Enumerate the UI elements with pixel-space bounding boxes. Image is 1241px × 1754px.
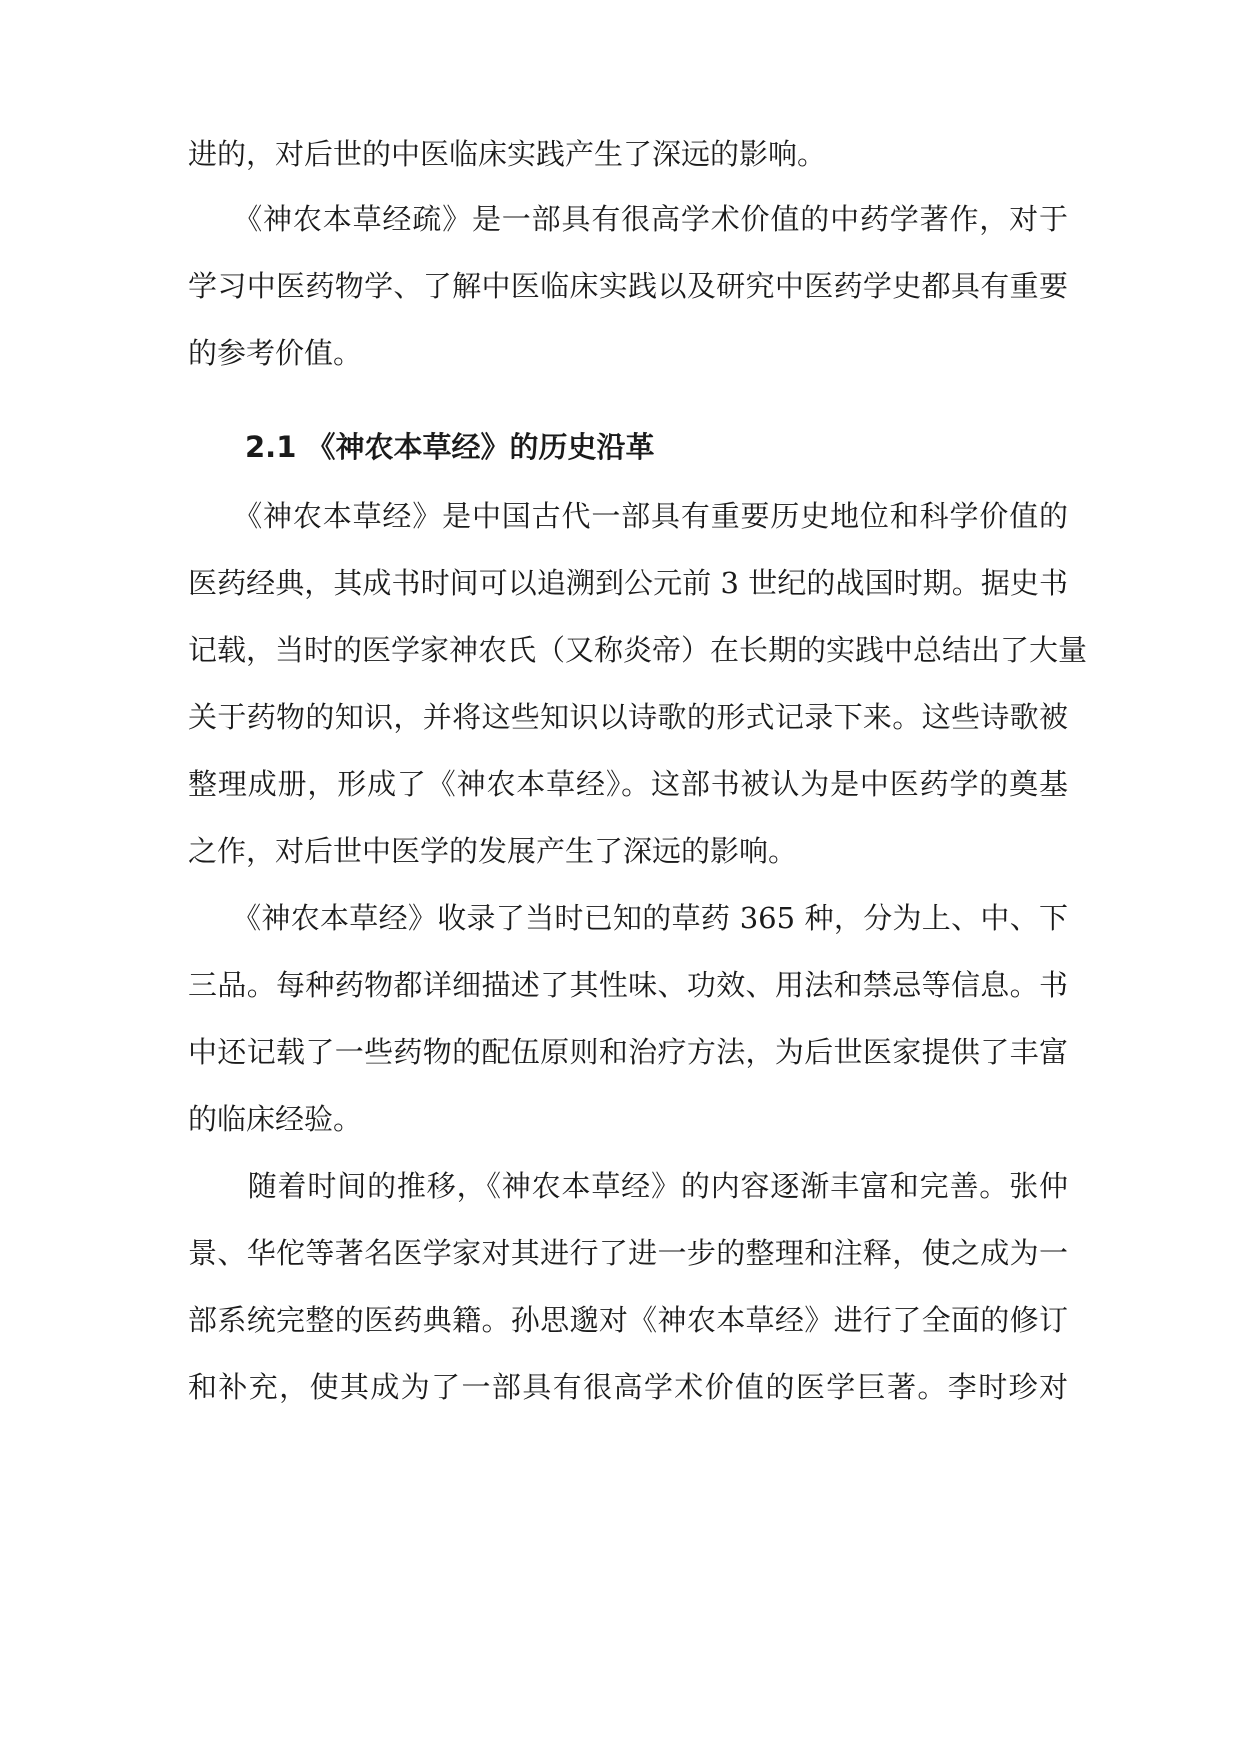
text-line: 部系统完整的医药典籍。孙思邈对《神农本草经》进行了全面的修订 (188, 1303, 1068, 1337)
text-line: 景、华佗等著名医学家对其进行了进一步的整理和注释，使之成为一 (188, 1236, 1068, 1270)
text-line: 三品。每种药物都详细描述了其性味、功效、用法和禁忌等信息。书 (188, 968, 1068, 1002)
text-line: 整理成册，形成了《神农本草经》。这部书被认为是中医药学的奠基 (188, 767, 1068, 801)
section-heading: 2.1 《神农本草经》的历史沿革 (245, 430, 655, 464)
text-line: 《神农本草经》收录了当时已知的草药 365 种，分为上、中、下 (188, 901, 1068, 935)
text-line: 进的，对后世的中医临床实践产生了深远的影响。 (188, 137, 827, 171)
text-line: 的参考价值。 (188, 336, 363, 370)
text-line: 记载，当时的医学家神农氏（又称炎帝）在长期的实践中总结出了大量 (188, 633, 1088, 667)
text-line: 医药经典，其成书时间可以追溯到公元前 3 世纪的战国时期。据史书 (188, 566, 1068, 600)
text-line: 之作，对后世中医学的发展产生了深远的影响。 (188, 834, 798, 868)
text-line: 《神农本草经》是中国古代一部具有重要历史地位和科学价值的 (188, 499, 1068, 533)
text-line: 和补充，使其成为了一部具有很高学术价值的医学巨著。李时珍对 (188, 1370, 1068, 1404)
text-line: 关于药物的知识，并将这些知识以诗歌的形式记录下来。这些诗歌被 (188, 700, 1068, 734)
text-line: 中还记载了一些药物的配伍原则和治疗方法，为后世医家提供了丰富 (188, 1035, 1068, 1069)
text-line: 《神农本草经疏》是一部具有很高学术价值的中药学著作，对于 (188, 202, 1068, 236)
text-line: 的临床经验。 (188, 1102, 363, 1136)
text-line: 学习中医药物学、了解中医临床实践以及研究中医药学史都具有重要 (188, 269, 1068, 303)
text-line: 随着时间的推移，《神农本草经》的内容逐渐丰富和完善。张仲 (188, 1169, 1068, 1203)
